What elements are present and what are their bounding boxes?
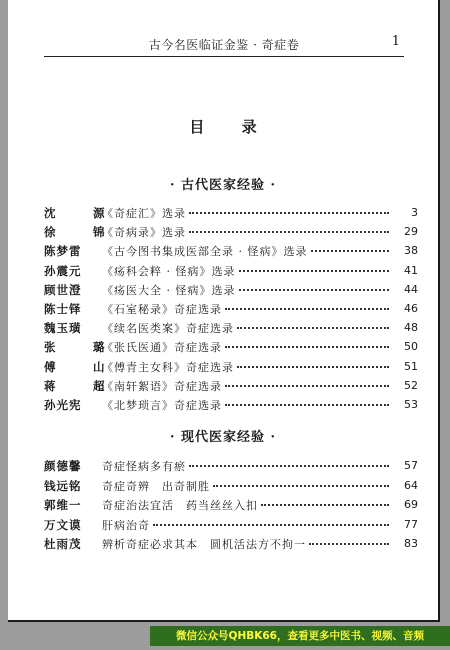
entry-work: [102, 282, 392, 298]
dot-leader: [309, 542, 389, 545]
dot-leader: [239, 269, 390, 272]
entry-work-title: 《傅青主女科》奇症选录: [102, 360, 234, 374]
entry-author: 钱远铭: [44, 478, 82, 493]
section-title: · 古代医家经验 ·: [169, 178, 277, 193]
entry-work-title: 奇症奇辨 出奇制胜: [102, 479, 210, 493]
dot-leader: [261, 503, 389, 506]
entry-page-number: 50: [404, 340, 418, 354]
entry-work: [102, 536, 392, 552]
running-header: [44, 28, 404, 57]
entry-work: [102, 397, 392, 413]
entry-work: [102, 243, 392, 259]
entry-author: 徐 锦: [44, 225, 118, 240]
toc-entry[interactable]: [44, 376, 418, 394]
entry-work: [102, 378, 392, 394]
entry-page-number: 44: [404, 282, 418, 296]
dot-leader: [225, 403, 389, 406]
entry-work: [102, 320, 392, 336]
entry-author: 孙光宪: [44, 398, 82, 412]
section-title: · 现代医家经验 ·: [169, 430, 277, 445]
dot-leader: [213, 484, 389, 487]
entry-work-title: 肝病治奇: [102, 518, 150, 532]
entry-work-title: 《古今图书集成医部全录 · 怪病》选录: [102, 245, 308, 259]
dot-leader: [225, 307, 389, 310]
entry-author: 魏玉璜: [44, 321, 82, 336]
entry-author: 杜雨茂: [44, 537, 82, 551]
toc-entry[interactable]: [44, 395, 418, 413]
entry-work: [102, 224, 392, 240]
entry-page-number: 57: [404, 459, 418, 472]
entry-work-title: 奇症怪病多有瘀: [102, 460, 186, 473]
entry-page-number: 83: [404, 537, 418, 550]
entry-author: 孙震元: [44, 263, 82, 278]
dot-leader: [237, 326, 389, 329]
entry-work: [102, 301, 392, 317]
entry-page-number: 38: [404, 244, 418, 258]
entry-work-title: 奇症治法宜活 药当丝丝入扣: [102, 499, 258, 512]
entry-work: [102, 458, 392, 474]
wechat-banner: 微信公众号QHBK66，查看更多中医书、视频、音频: [150, 626, 450, 646]
entry-author: 陈士铎: [44, 302, 82, 316]
dot-leader: [189, 230, 389, 233]
dot-leader: [225, 345, 389, 348]
toc-entry[interactable]: [44, 534, 418, 552]
page-number: 1: [391, 34, 400, 49]
entry-work-title: 《续名医类案》奇症选录: [102, 322, 234, 336]
dot-leader: [225, 384, 389, 387]
entry-work: [102, 359, 392, 375]
dot-leader: [237, 365, 389, 368]
toc-entry[interactable]: [44, 222, 418, 240]
entry-page-number: 51: [404, 359, 418, 373]
toc-entry[interactable]: [44, 495, 418, 513]
entry-author: 颜德馨: [44, 459, 82, 473]
entry-page-number: 77: [404, 517, 418, 531]
entry-author: 蒋 超: [44, 378, 118, 393]
entry-page-number: 53: [404, 398, 418, 411]
entry-work-title: 辨析奇症必求其本 圆机活法方不拘一: [102, 538, 306, 551]
toc-entry[interactable]: [44, 241, 418, 259]
entry-work: [102, 263, 392, 279]
toc-entry[interactable]: [44, 261, 418, 279]
toc-entry[interactable]: [44, 299, 418, 317]
entry-page-number: 64: [404, 478, 418, 492]
entry-author: 陈梦雷: [44, 244, 82, 259]
entry-work-title: 《奇症汇》选录: [102, 207, 186, 220]
entry-work: [102, 478, 392, 494]
entry-author: 傅 山: [44, 359, 118, 374]
entry-work-title: 《南轩絮语》奇症选录: [102, 379, 222, 393]
entry-work-title: 《石室秘录》奇症选录: [102, 303, 222, 316]
dot-leader: [311, 249, 390, 252]
toc-entry[interactable]: [44, 318, 418, 336]
entry-work: [102, 497, 392, 513]
entry-page-number: 3: [411, 206, 418, 219]
entry-page-number: 41: [404, 263, 418, 277]
entry-work-title: 《疡科会粹 · 怪病》选录: [102, 264, 236, 278]
toc-entry[interactable]: [44, 515, 418, 533]
dot-leader: [239, 288, 390, 291]
entry-author: 万文谟: [44, 517, 82, 532]
dot-leader: [153, 523, 389, 526]
toc-entry[interactable]: [44, 280, 418, 298]
entry-work-title: 《奇病录》选录: [102, 226, 186, 240]
entry-work-title: 《张氏医通》奇症选录: [102, 341, 222, 355]
entry-work: [102, 517, 392, 533]
entry-work-title: 《北梦琐言》奇症选录: [102, 399, 222, 412]
toc-title: 目 录: [189, 118, 273, 136]
toc-entry[interactable]: [44, 203, 418, 221]
entry-author: 郭维一: [44, 498, 82, 512]
entry-page-number: 29: [404, 225, 418, 239]
entry-work-title: 《疡医大全 · 怪病》选录: [102, 283, 236, 297]
dot-leader: [189, 464, 389, 467]
toc-entry[interactable]: [44, 456, 418, 474]
entry-work: [102, 339, 392, 355]
entry-page-number: 46: [404, 302, 418, 315]
entry-author: 沈 源: [44, 206, 118, 220]
entry-work: [102, 205, 392, 221]
toc-entry[interactable]: [44, 476, 418, 494]
toc-entry[interactable]: [44, 357, 418, 375]
entry-author: 张 璐: [44, 340, 118, 355]
entry-page-number: 52: [404, 378, 418, 392]
entry-page-number: 69: [404, 498, 418, 511]
entry-page-number: 48: [404, 321, 418, 335]
book-page: [8, 0, 440, 622]
dot-leader: [189, 211, 389, 214]
entry-author: 顾世澄: [44, 282, 82, 297]
toc-entry[interactable]: [44, 337, 418, 355]
running-title: 古今名医临证金鉴 · 奇症卷: [148, 38, 300, 52]
